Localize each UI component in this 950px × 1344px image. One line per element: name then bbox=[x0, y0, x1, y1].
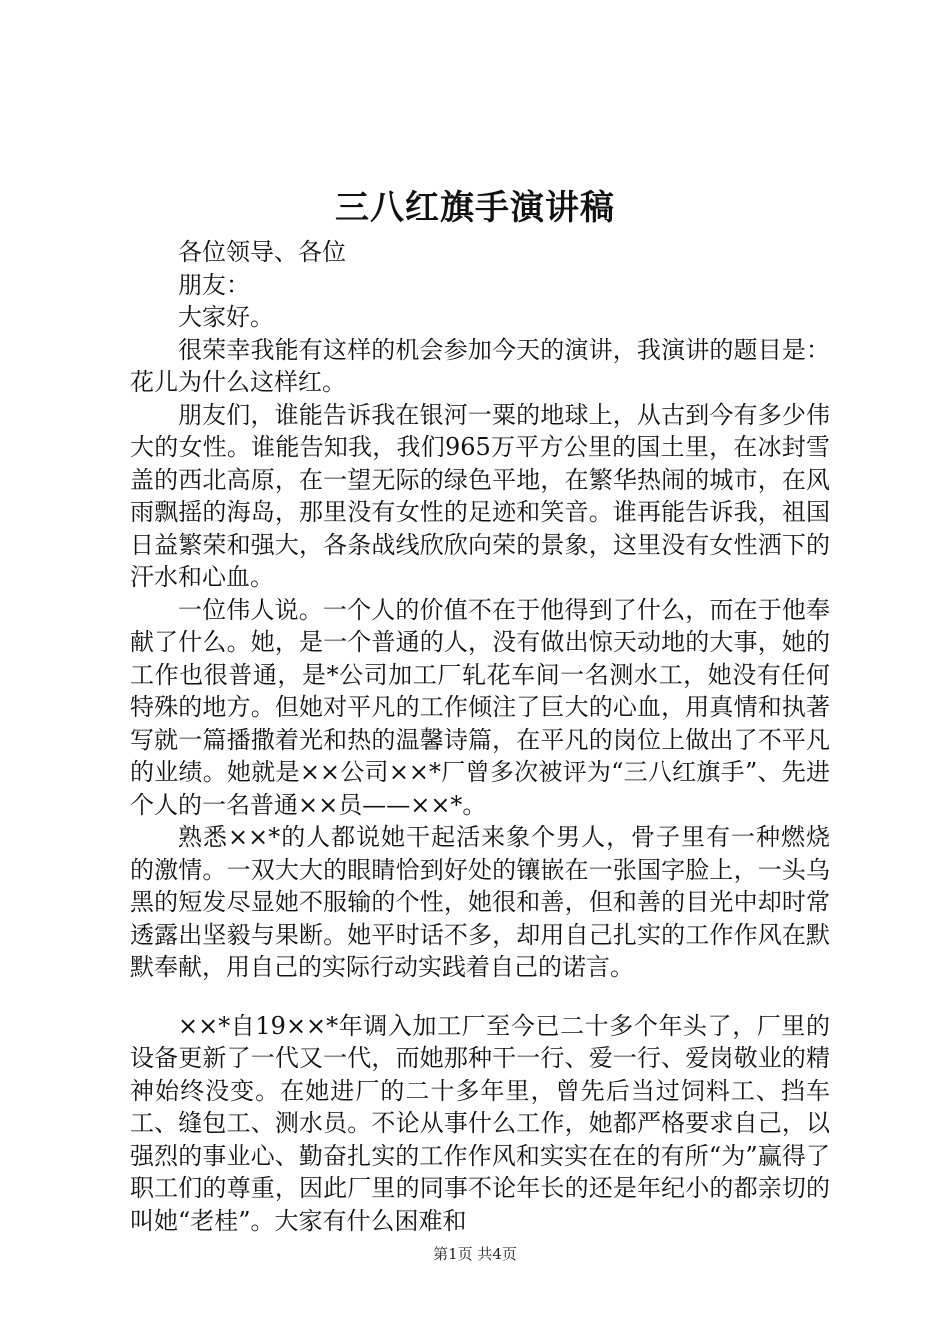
paragraph-women: 朋友们，谁能告诉我在银河一粟的地球上，从古到今有多少伟大的女性。谁能告知我，我们965万平方公里的国土里，在冰封雪盖的西北高原，在一望无际的绿色平地，在繁华热闹的城市，在风雨飘摇的海岛，那里没有女性的足迹和笑音。谁再能告诉我，祖国日益繁荣和强大，各条战线欣欣向荣的景象，这里没有女性洒下的汗水和心血。 bbox=[130, 400, 830, 591]
paragraph-career: ××*自19××*年调入加工厂至今已二十多个年头了，厂里的设备更新了一代又一代，而她那种干一行、爱一行、爱岗敬业的精神始终没变。在她进厂的二十多年里，曾先后当过饲料工、挡车工、缝包工、测水员。不论从事什么工作，她都严格要求自己，以强烈的事业心、勤奋扎实的工作作风和实实在在的有所“为”赢得了职工们的尊重，因此厂里的同事不论年长的还是年纪小的都亲切的叫她“老桂”。大家有什么困难和 bbox=[130, 1011, 830, 1235]
salutation-line-2: 朋友： bbox=[178, 270, 250, 299]
greeting: 大家好。 bbox=[178, 303, 274, 331]
document-body bbox=[130, 236, 830, 1237]
paragraph-intro: 很荣幸我能有这样的机会参加今天的演讲，我演讲的题目是：花儿为什么这样红。 bbox=[130, 335, 830, 396]
paragraph-character: 熟悉××*的人都说她干起活来象个男人，骨子里有一种燃烧的激情。一双大大的眼睛恰到好处的镶嵌在一张国字脸上，一头乌黑的短发尽显她不服输的个性，她很和善，但和善的目光中却时常透露出坚毅与果断。她平时话不多，却用自己扎实的工作作风在默默奉献，用自己的实际行动实践着自己的诺言。 bbox=[130, 823, 830, 981]
document-title: 三八红旗手演讲稿 bbox=[335, 188, 615, 228]
paragraph-value: 一位伟人说。一个人的价值不在于他得到了什么，而在于他奉献了什么。她，是一个普通的人，没有做出惊天动地的大事，她的工作也很普通，是*公司加工厂轧花车间一名测水工，她没有任何特殊的地方。但她对平凡的工作倾注了巨大的心血，用真情和执著写就一篇播撒着光和热的温馨诗篇，在平凡的岗位上做出了不平凡的业绩。她就是××公司××*厂曾多次被评为“三八红旗手”、先进个人的一名普通××员——××*。 bbox=[130, 595, 830, 819]
page-number: 第1页 共4页 bbox=[433, 1245, 517, 1263]
salutation-line-1: 各位领导、各位 bbox=[178, 238, 346, 266]
